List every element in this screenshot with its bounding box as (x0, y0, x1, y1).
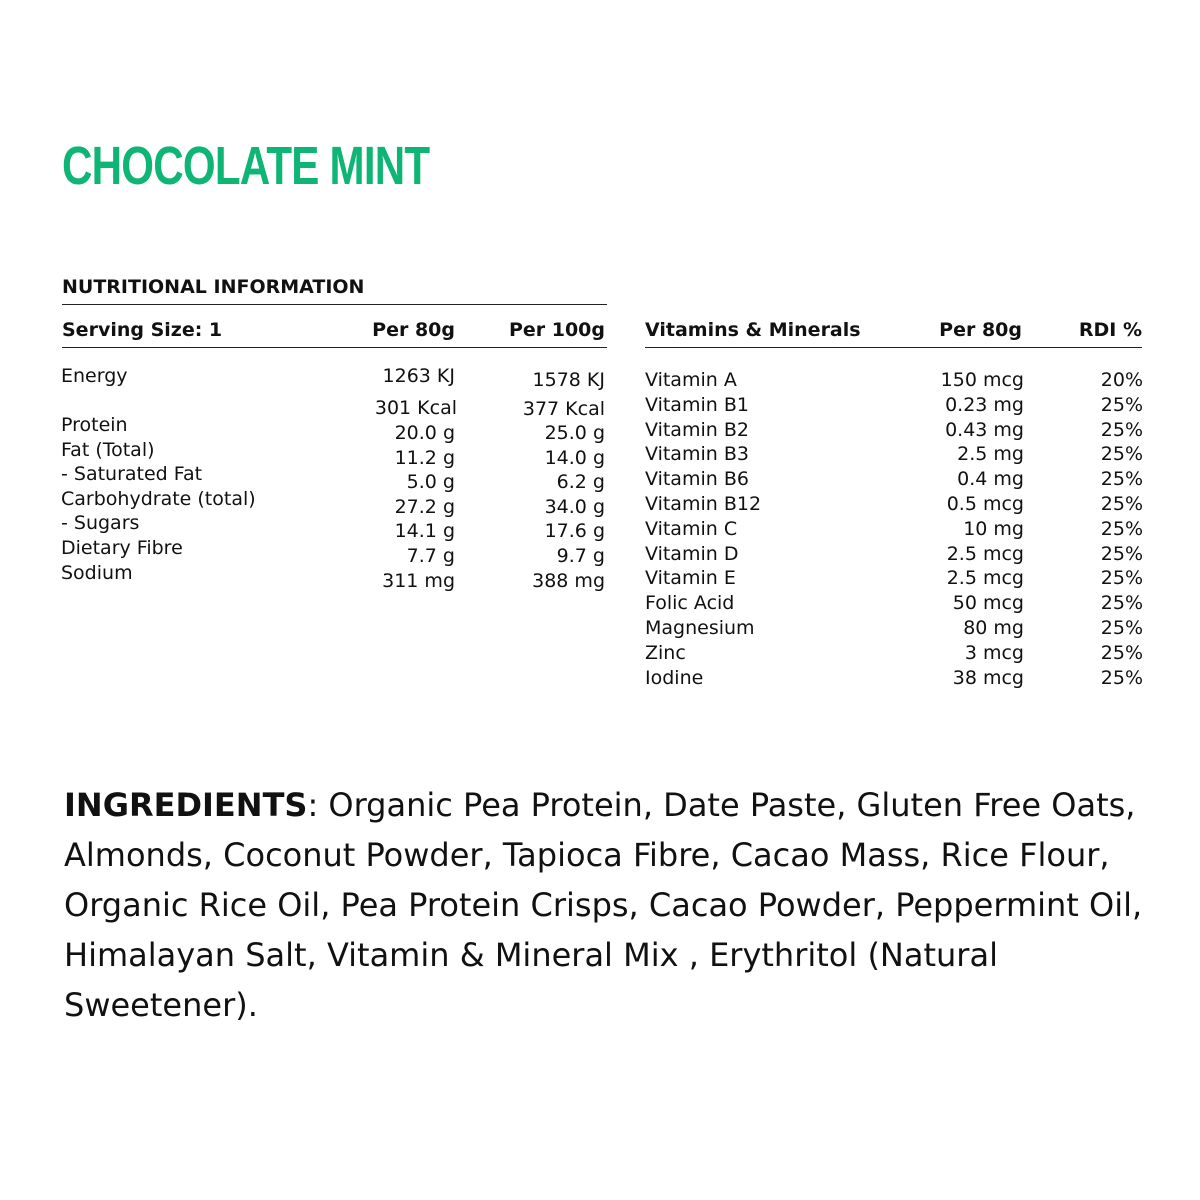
nutrient-per-100g: 34.0 g (544, 495, 605, 518)
vitamin-rdi: 25% (1100, 493, 1143, 515)
nutrient-per-80g: 11.2 g (394, 446, 455, 469)
nutrient-per-80g: 311 mg (382, 569, 455, 592)
vitamin-per-80g: 0.43 mg (945, 418, 1024, 441)
nutrient-per-100g: 388 mg (532, 569, 605, 592)
per-80g-header: Per 80g (372, 319, 455, 341)
vitamin-rdi: 25% (1100, 666, 1143, 689)
vitamin-rdi: 25% (1100, 617, 1143, 639)
vitamin-name: Vitamin D (645, 542, 739, 565)
vitamin-per-80g: 0.4 mg (957, 468, 1024, 491)
nutrient-per-100g: 9.7 g (556, 545, 605, 567)
vitamin-rdi: 25% (1100, 592, 1143, 615)
heading-divider (62, 304, 607, 305)
vitamin-rdi: 25% (1100, 517, 1143, 540)
nutrient-per-80g: 20.0 g (394, 422, 455, 444)
ingredients-label: INGREDIENTS (64, 786, 308, 824)
vitamin-rdi: 25% (1100, 468, 1143, 491)
vitamin-per-80g: 10 mg (963, 517, 1024, 540)
energy-label: Energy (61, 365, 128, 387)
vitamin-name: Vitamin C (645, 517, 738, 540)
vitamin-rdi: 20% (1100, 369, 1143, 391)
vitamin-name: Magnesium (645, 617, 755, 639)
vitamin-name: Vitamin B2 (645, 418, 749, 441)
vitamin-rdi: 25% (1100, 542, 1143, 565)
serving-size-header: Serving Size: 1 (62, 319, 223, 341)
vitamin-rdi: 25% (1100, 567, 1143, 590)
vitamin-per-80g: 38 mcg (952, 666, 1024, 689)
vitamins-header-divider (645, 347, 1142, 348)
vitamin-rdi: 25% (1100, 393, 1143, 416)
vitamin-per-80g: 150 mcg (940, 369, 1024, 391)
nutrient-label: Fat (Total) (61, 438, 155, 461)
energy-kj-per-100g: 1578 KJ (532, 369, 605, 391)
energy-kj-per-80g: 1263 KJ (382, 365, 455, 387)
vitamin-name: Vitamin A (645, 369, 737, 391)
vitamin-rdi: 25% (1100, 418, 1143, 441)
vitamin-name: Folic Acid (645, 592, 735, 615)
vitamin-per-80g: 0.23 mg (945, 393, 1024, 416)
per-100g-header: Per 100g (508, 319, 605, 341)
vitamin-per-80g: 0.5 mcg (946, 493, 1024, 515)
vitamin-name: Vitamin B12 (645, 493, 762, 515)
nutrient-label: - Saturated Fat (61, 463, 203, 486)
nutrient-per-100g: 17.6 g (544, 520, 605, 543)
vitamins-header: Vitamins & Minerals (645, 319, 861, 341)
vitamin-per-80g: 3 mcg (964, 641, 1024, 664)
vitamin-rdi: 25% (1100, 641, 1143, 664)
vitamin-per-80g: 80 mg (963, 617, 1024, 639)
nutrient-label: Dietary Fibre (61, 537, 183, 559)
ingredients-block (64, 780, 1144, 1030)
nutrient-per-80g: 5.0 g (406, 471, 455, 494)
nutrition-heading: NUTRITIONAL INFORMATION (62, 276, 365, 298)
nutrient-label: - Sugars (61, 512, 140, 535)
vitamin-name: Zinc (645, 641, 686, 664)
nutrient-per-80g: 7.7 g (406, 545, 455, 567)
energy-kcal-per-100g: 377 Kcal (522, 398, 605, 420)
vitamin-per-80g: 2.5 mcg (946, 542, 1024, 565)
energy-kcal-per-80g: 301 Kcal (374, 397, 457, 419)
nutrient-label: Protein (61, 414, 128, 436)
vitamin-name: Vitamin E (645, 567, 736, 590)
vitamin-name: Vitamin B3 (645, 443, 749, 466)
nutrition-header-divider (62, 347, 607, 348)
product-title: CHOCOLATE MINT (62, 136, 430, 196)
vitamin-name: Vitamin B1 (645, 393, 749, 416)
vitamin-per-80g: 2.5 mcg (946, 567, 1024, 590)
nutrient-label: Carbohydrate (total) (61, 487, 256, 510)
rdi-header: RDI % (1078, 319, 1142, 341)
vitamin-per-80g: 2.5 mg (957, 443, 1024, 466)
nutrient-per-80g: 14.1 g (394, 520, 455, 543)
vitamin-name: Iodine (645, 666, 704, 689)
nutrient-per-80g: 27.2 g (394, 495, 455, 518)
vitamin-name: Vitamin B6 (645, 468, 749, 491)
vitamin-rdi: 25% (1100, 443, 1143, 466)
vitamins-per-80g-header: Per 80g (939, 319, 1022, 341)
nutrient-per-100g: 6.2 g (556, 471, 605, 494)
ingredients-text: : Organic Pea Protein, Date Paste, Gluten Free Oats, Almonds, Coconut Powder, Tapioca Fibre, Cacao Mass, Rice Flour, Organic Rice Oil, Pea Protein Crisps, Cacao Powder, Peppermint Oil, Himalayan Salt, Vitamin & Mineral Mix , Erythritol (Natural Sweetener). (64, 786, 1143, 1024)
nutrient-per-100g: 25.0 g (544, 422, 605, 444)
nutrient-label: Sodium (61, 561, 133, 584)
nutrient-per-100g: 14.0 g (544, 446, 605, 469)
vitamin-per-80g: 50 mcg (952, 592, 1024, 615)
